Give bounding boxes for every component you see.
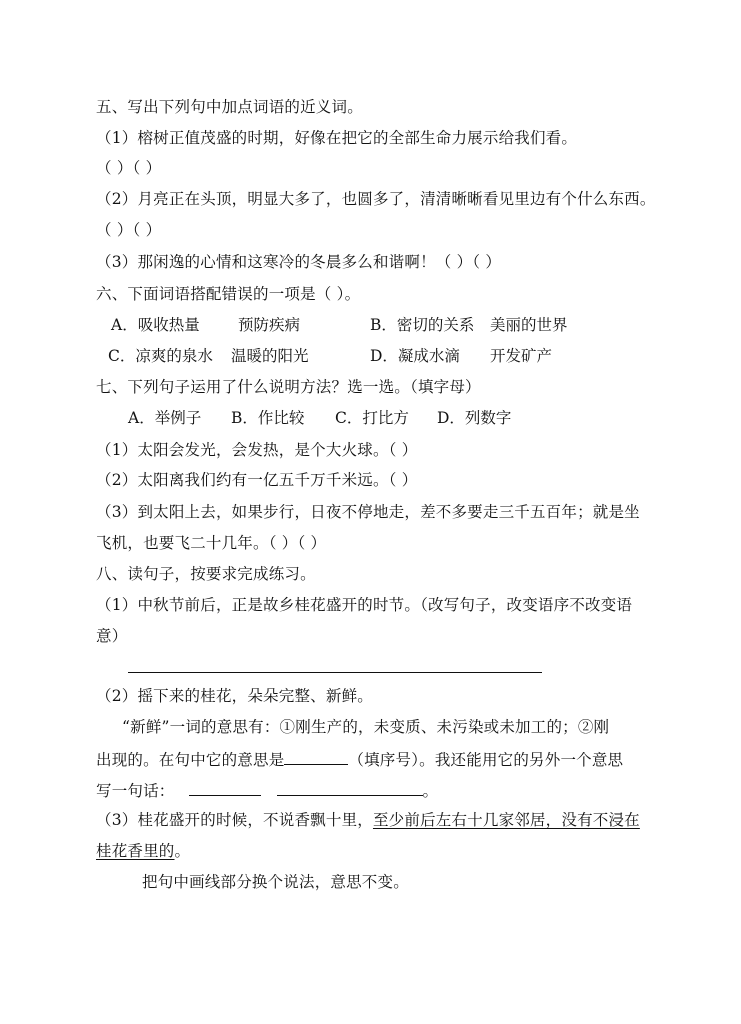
q6-option-d2: 开发矿产 [490, 347, 553, 365]
q8-meaning-line-1: “新鲜”一词的意思有：①刚生产的，未变质、未污染或未加工的；②刚 [122, 718, 610, 736]
q8-sentence-3 [96, 810, 640, 830]
q8-title: 八、读句子，按要求完成练习。 [96, 565, 316, 583]
q8-fill-blank-sentence-a[interactable] [189, 779, 261, 796]
q6-option-a1: A．吸收热量 [111, 316, 200, 334]
q5-sentence-1: （1）榕树正值茂盛的时期，好像在把它的全部生命力展示给我们看。 [96, 129, 578, 147]
q6-option-c2: 温暖的阳光 [231, 347, 309, 365]
q5-title: 五、写出下列句中加点词语的近义词。 [96, 98, 363, 116]
q6-title: 六、下面词语搭配错误的一项是（ ）。 [96, 285, 361, 303]
q7-title: 七、下列句子运用了什么说明方法？选一选。（填字母） [96, 378, 481, 396]
q5-answer-1: （ ）（ ） [96, 159, 162, 177]
q8-write-sentence-label: 写一句话： [96, 782, 175, 800]
q7-sentence-2: （2）太阳离我们约有一亿五千万千米远。（ ） [96, 471, 418, 489]
q8-sentence-1: （1）中秋节前后，正是故乡桂花盛开的时节。（改写句子，改变语序不改变语 [96, 596, 633, 614]
q6-option-c1: C．凉爽的泉水 [108, 347, 213, 365]
q8-answer-line-1[interactable] [128, 672, 542, 673]
q6-option-d1: D．凝成水滴 [370, 347, 460, 365]
q8-meaning-line-3 [96, 779, 438, 801]
q8-sentence-3-plain: （3）桂花盛开的时候，不说香飘十里， [96, 811, 373, 829]
q8-fill-blank-number[interactable] [284, 748, 348, 765]
q7-sentence-1: （1）太阳会发光，会发热，是个大火球。（ ） [96, 441, 418, 459]
q8-sentence-3-underlined-2: 桂花香里的 [96, 842, 175, 860]
q5-sentence-2: （2）月亮正在头顶，明显大多了，也圆多了，清清晰晰看见里边有个什么东西。 [96, 190, 656, 208]
q6-option-b1: B．密切的关系 [370, 316, 475, 334]
q8-sentence-1-cont: 意） [96, 627, 128, 645]
q8-sentence-2: （2）摇下来的桂花，朵朵完整、新鲜。 [96, 687, 373, 705]
q8-meaning-line-2-b: （填序号）。我还能用它的另外一个意思 [348, 751, 624, 769]
q6-option-a2: 预防疾病 [238, 316, 301, 334]
q8-sentence-3-cont [96, 841, 190, 861]
q8-meaning-line-2-a: 出现的。在句中它的意思是 [96, 751, 285, 769]
q7-option-a: A．举例子 [128, 409, 202, 427]
q7-option-d: D．列数字 [437, 409, 512, 427]
q7-option-c: C．打比方 [335, 409, 409, 427]
q8-meaning-line-3-end: 。 [422, 782, 439, 800]
q8-sentence-3-underlined-1: 至少前后左右十几家邻居，没有不浸在 [372, 811, 640, 829]
q8-sentence-3-task: 把句中画线部分换个说法，意思不变。 [142, 873, 409, 891]
q6-option-b2: 美丽的世界 [490, 316, 568, 334]
q8-sentence-3-end: 。 [174, 842, 191, 860]
q5-answer-2: （ ）（ ） [96, 221, 162, 239]
q5-sentence-3: （3）那闲逸的心情和这寒冷的冬晨多么和谐啊！（ ）（ ） [96, 253, 502, 271]
q7-sentence-3-cont: 飞机，也要飞二十几年。（ ）（ ） [96, 534, 327, 552]
q8-meaning-line-2 [96, 748, 623, 770]
q8-fill-blank-sentence-b[interactable] [277, 779, 423, 796]
q7-sentence-3: （3）到太阳上去，如果步行，日夜不停地走，差不多要走三千五百年；就是坐 [96, 503, 640, 521]
q7-option-b: B．作比较 [231, 409, 305, 427]
